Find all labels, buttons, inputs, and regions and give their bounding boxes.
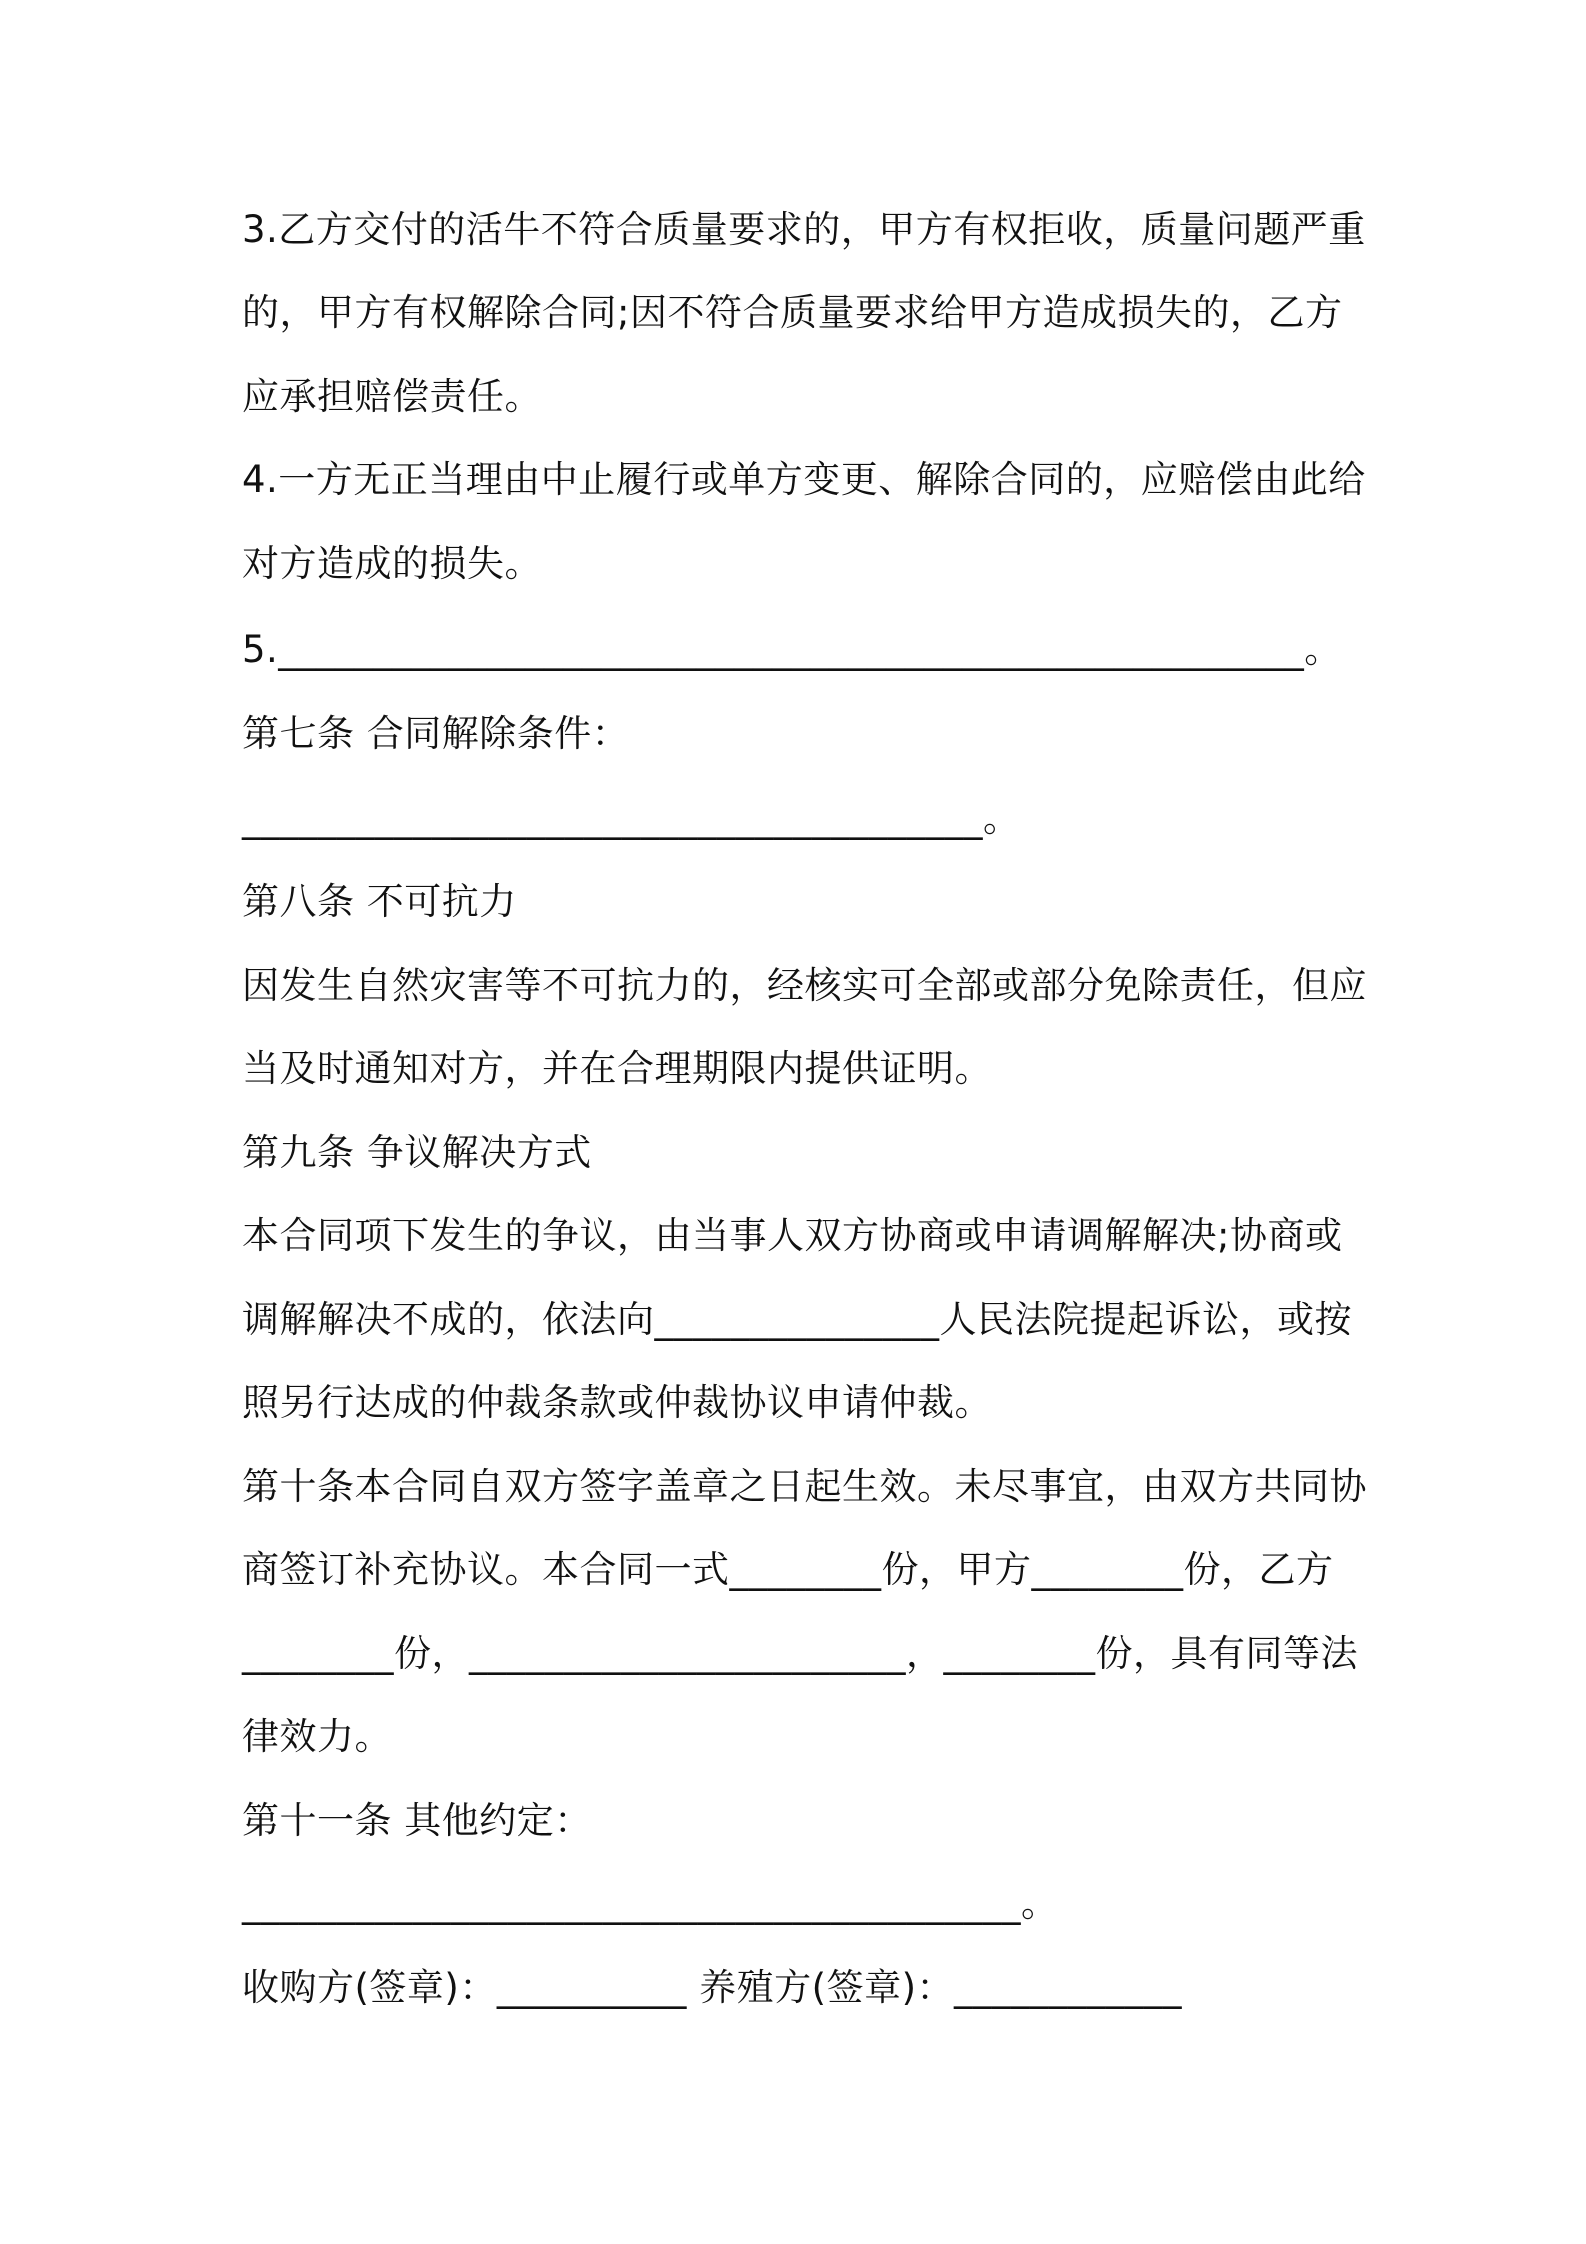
- clause-6-item-3-line-3: 应承担赔偿责任。: [242, 375, 542, 418]
- signature-line: 收购方(签章)：__________ 养殖方(签章)：____________: [242, 1966, 1183, 2009]
- clause-6-item-3-line-2: 的，甲方有权解除合同;因不符合质量要求给甲方造成损失的，乙方: [242, 291, 1343, 334]
- clause-9-text-line-1: 本合同项下发生的争议，由当事人双方协商或申请调解解决;协商或: [242, 1214, 1343, 1257]
- clause-6-item-4-line-2: 对方造成的损失。: [242, 542, 542, 585]
- clause-11-heading: 第十一条 其他约定：: [242, 1799, 592, 1842]
- clause-6-item-3-line-1: 3.乙方交付的活牛不符合质量要求的，甲方有权拒收，质量问题严重: [242, 208, 1366, 251]
- clause-10-text-line-3: ________份，_______________________，________份，具有同等法: [242, 1632, 1358, 1675]
- clause-10-text-line-1: 第十条本合同自双方签字盖章之日起生效。未尽事宜，由双方共同协: [242, 1465, 1367, 1508]
- clause-6-item-4-line-1: 4.一方无正当理由中止履行或单方变更、解除合同的，应赔偿由此给: [242, 458, 1366, 501]
- clause-6-item-5-blank: 5.______________________________________________________。: [242, 628, 1342, 671]
- clause-11-blank: _________________________________________。: [242, 1882, 1059, 1925]
- clause-10-text-line-4: 律效力。: [242, 1715, 392, 1758]
- clause-8-heading: 第八条 不可抗力: [242, 880, 517, 923]
- clause-8-text-line-2: 当及时通知对方，并在合理期限内提供证明。: [242, 1047, 992, 1090]
- clause-7-blank: _______________________________________。: [242, 797, 1021, 840]
- clause-9-heading: 第九条 争议解决方式: [242, 1131, 592, 1174]
- clause-9-text-line-2: 调解解决不成的，依法向_______________人民法院提起诉讼，或按: [242, 1298, 1352, 1341]
- clause-8-text-line-1: 因发生自然灾害等不可抗力的，经核实可全部或部分免除责任，但应: [242, 964, 1367, 1007]
- clause-10-text-line-2: 商签订补充协议。本合同一式________份，甲方________份，乙方: [242, 1548, 1334, 1591]
- clause-7-heading: 第七条 合同解除条件：: [242, 712, 630, 755]
- clause-9-text-line-3: 照另行达成的仲裁条款或仲裁协议申请仲裁。: [242, 1381, 992, 1424]
